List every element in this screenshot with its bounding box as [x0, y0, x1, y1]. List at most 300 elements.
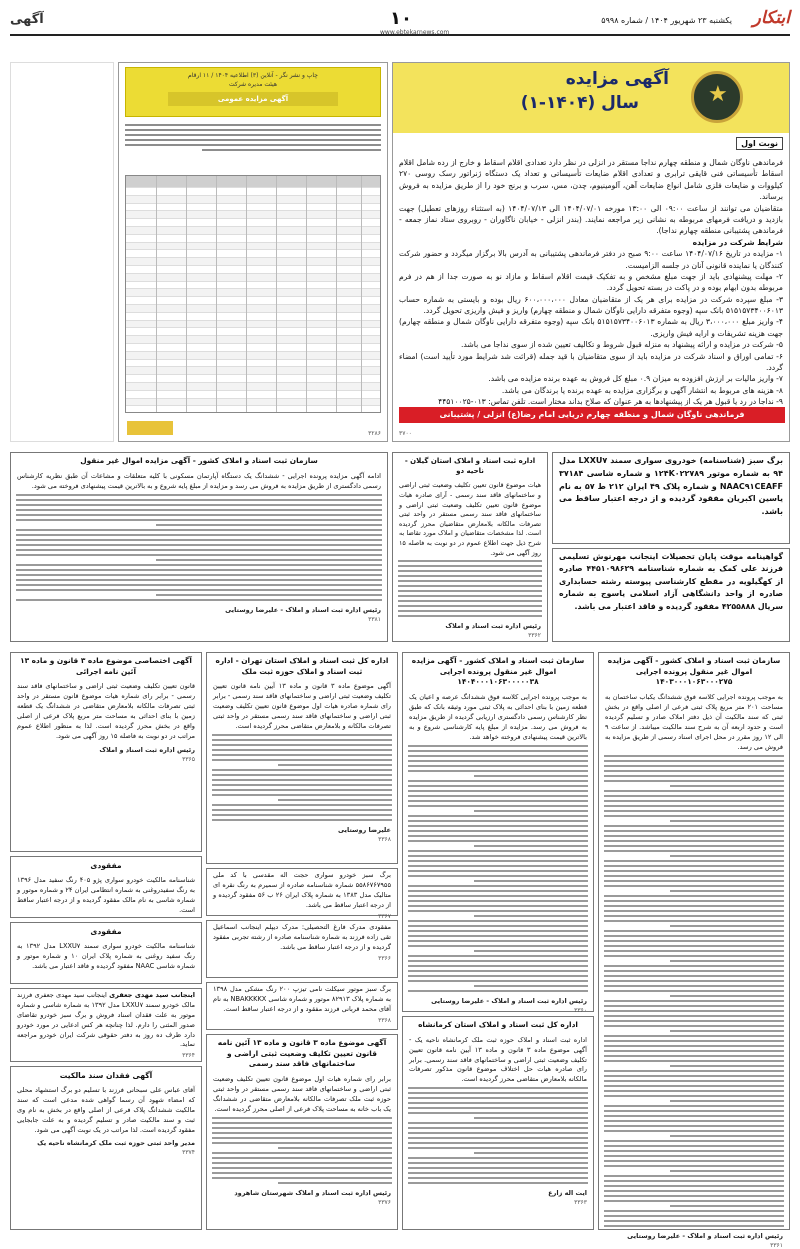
ad-text: ادامه آگهی مزایده پرونده اجرایی - ششدانگ یک دستگاه آپارتمان مسکونی با کلیه متعلقات و مشاعات آن طبق نظریه کارشناس رسمی دادگستری از طریق مزایده به فروش می رسد و مزایده از مبلغ پایه شروع و به بالاترین قیمت پیشنهادی فروخته می شود. — [17, 471, 381, 490]
table-column-divider — [156, 176, 157, 412]
table-row — [126, 344, 380, 352]
ad-signature: رئیس اداره ثبت اسناد و املاک — [445, 622, 541, 631]
text-line — [408, 1122, 588, 1124]
ad-signature: رئیس اداره ثبت اسناد و املاک — [99, 745, 195, 754]
text-line — [212, 779, 392, 781]
text-line — [604, 1115, 784, 1117]
table-row — [126, 204, 380, 212]
text-line — [604, 760, 784, 762]
text-line — [604, 1015, 784, 1017]
text-line — [408, 820, 588, 822]
ad-lost-2 — [10, 922, 202, 984]
page-number: ۱۰ — [390, 8, 412, 29]
ad-text: اداره ثبت اسناد و املاک حوزه ثبت ملک کرمانشاه ناحیه یک - آگهی موضوع ماده ۳ قانون و ماده ۱۳ آیین نامه قانون تعیین تکلیف وضعیت ثبتی اراضی و ساختمانهای فاقد سند رسمی. برابر رای صادره هیات حل اختلاف موضوع قانون مذکور تصرفات مالکانه بلامعارض متقاضی محرز گردیده است. — [409, 1035, 588, 1084]
text-line — [408, 890, 588, 892]
text-line — [604, 865, 784, 867]
ad-number: ۳۳۶۰ — [574, 1006, 587, 1014]
text-line — [212, 1142, 392, 1144]
text-line — [408, 805, 588, 807]
text-line — [670, 855, 784, 857]
text-line — [604, 805, 784, 807]
auction-conditions-title: شرایط شرکت در مزایده — [692, 237, 783, 247]
text-line — [604, 895, 784, 897]
issue-date: یکشنبه ۲۳ شهریور ۱۴۰۴ / شماره ۵۹۹۸ — [601, 16, 732, 25]
text-line — [408, 1112, 588, 1114]
text-line — [474, 985, 588, 987]
left-margin-blank — [10, 62, 114, 442]
text-line — [212, 1122, 392, 1124]
auction-title: آگهی مزایده — [565, 69, 669, 89]
auction-condition-8: ۸- هزینه های مربوط به انتشار آگهی و برگزاری مزایده به عهده برنده یا برندگان می باشد. — [501, 385, 783, 395]
table-row — [126, 399, 380, 407]
text-line — [670, 1135, 784, 1137]
text-line — [604, 1085, 784, 1087]
text-line — [408, 965, 588, 967]
text-line — [212, 1117, 392, 1119]
text-line — [604, 1105, 784, 1107]
publication-round-badge: نوبت اول — [736, 137, 783, 150]
table-row — [126, 274, 380, 282]
table-row — [126, 196, 380, 204]
text-line — [16, 589, 382, 591]
text-line — [156, 559, 382, 561]
text-line — [604, 790, 784, 792]
text-line — [156, 594, 382, 596]
text-line — [408, 760, 588, 762]
text-line — [16, 504, 382, 506]
table-row — [126, 321, 380, 329]
text-line — [278, 1182, 392, 1184]
text-line — [604, 860, 784, 862]
text-line — [408, 795, 588, 797]
table-column-divider — [306, 176, 307, 412]
auction-condition-4: ۴- واریز مبلغ ۳،۰۰۰،۰۰۰ ریال به شماره ۵۱۵۱۵۷۳۴۰۰۶۰۱۳ بانک سپه (وجوه متفرقه دارایی ناوگان شمال و منطقه چهارم) جهت هزینه تشریفات و ارایه فیش واریزی. — [399, 317, 783, 338]
auction-condition-3: ۳- مبلغ سپرده شرکت در مزایده برای هر یک از متقاضیان معادل ۶۰۰،۰۰۰،۰۰۰ ریال بوده و بایستی به شماره حساب ۵۱۵۱۵۷۳۴۰۰۶۰۱۳ بانک سپه (وجوه متفرقه دارایی ناوگان شمال و منطقه چهارم) واریز و فیش واریزی تحویل گردد. — [399, 294, 783, 316]
text-line — [16, 584, 382, 586]
auction-visit: متقاضیان می توانند از ساعت ۰۹:۰۰ الی ۱۳:۰۰ مورخه ۱۴۰۴/۰۷/۰۱ الی ۱۴۰۴/۰۷/۱۳ (به استثناء روزهای تعطیل) جهت بازدید و دریافت فرمهای مربوطه به نشانی زیر مراجعه نمایند. (بندر انزلی - خیابان ناگاوران - روبروی ستاد نماز جمعه - فرماندهی پشتیبانی منطقه چهارم نداجا). — [399, 203, 783, 236]
table-column-divider — [246, 176, 247, 412]
ad-auction-property-2 — [402, 652, 594, 1012]
text-line — [212, 1172, 392, 1174]
text-line — [408, 875, 588, 877]
text-line — [408, 825, 588, 827]
text-line — [604, 1185, 784, 1187]
text-line — [604, 840, 784, 842]
auction-condition-7: ۷- واریز مالیات بر ارزش افزوده به میزان ۰.۹ مبلغ کل فروش به عهده برنده مزایده می باشد. — [488, 374, 783, 384]
masthead — [10, 8, 790, 36]
text-line — [408, 1107, 588, 1109]
ad-number: ۳۳۷۴ — [182, 1149, 195, 1157]
text-line — [408, 1102, 588, 1104]
table-ad-intro — [125, 121, 381, 171]
text-line — [474, 880, 588, 882]
auction-body — [393, 155, 789, 405]
text-line — [604, 795, 784, 797]
text-line — [604, 870, 784, 872]
table-ad-line-1: چاپ و نشر نگر - آنلاین (۳) اطلاعیه ۱۴۰۴ / ۱۱ ارقام — [188, 72, 318, 79]
text-line — [604, 985, 784, 987]
items-table — [125, 175, 381, 413]
text-line — [408, 770, 588, 772]
ad-gilan-registry — [392, 452, 548, 642]
ad-text: گواهینامه موقت پایان تحصیلات اینجانب مهرنوش تسلیمی فرزند علی کمک به شماره شناسنامه ۴۴۵۱۰۹۸۶۲۹ صادره از کهگیلویه در مقطع کارشناسی پیوسته رشته حسابداری صادره از واحد دانشگاهی آزاد اسلامی یاسوج به شماره سریال ۴۲۵۵۸۸۸ مفقود گردیده و فاقد اعتبار می باشد. — [559, 552, 783, 611]
ad-text: به موجب پرونده اجرایی کلاسه فوق ششدانگ عرصه و اعیان یک قطعه زمین با بنای احداثی به پلاک ثبتی مورد وثیقه بانک که طبق نظر کارشناس رسمی دادگستری ارزیابی گردیده از طریق مزایده به فروش می رسد. مزایده از مبلغ پایه کارشناسی شروع و به بالاترین قیمت پیشنهادی فروخته خواهد شد. — [409, 693, 587, 741]
text-line — [212, 784, 392, 786]
text-line — [408, 850, 588, 852]
text-line — [408, 835, 588, 837]
table-row — [126, 360, 380, 368]
text-line — [408, 1132, 588, 1134]
table-row — [126, 188, 380, 196]
ad-signature: رئیس اداره ثبت اسناد و املاک - علیرضا روستایی — [225, 605, 381, 614]
text-line — [408, 990, 588, 992]
table-row — [126, 289, 380, 297]
ad-number: ۳۳۶۱ — [770, 1241, 783, 1249]
text-line — [16, 579, 382, 581]
text-line — [604, 755, 784, 757]
table-auction-ad — [118, 62, 388, 442]
text-line — [16, 529, 382, 531]
text-line — [604, 1175, 784, 1177]
text-line — [604, 1050, 784, 1052]
ad-jafari-car — [10, 988, 202, 1062]
ad-lost-green-card-1 — [206, 868, 398, 920]
text-line — [408, 1127, 588, 1129]
text-line — [212, 814, 392, 816]
auction-condition-6: ۶- تمامی اوراق و اسناد شرکت در مزایده باید از سوی متقاضیان با قید جمله (قرائت شد شرایط مورد تأیید است) امضاء گردد. — [399, 351, 783, 373]
table-column-divider — [216, 176, 217, 412]
text-line — [278, 799, 392, 801]
ad-text: هیات موضوع قانون تعیین تکلیف وضعیت ثبتی اراضی و ساختمانهای فاقد سند رسمی - آرای صادره هیات موضوع قانون تعیین تکلیف وضعیت ثبتی اراضی و ساختمانهای فاقد سند رسمی مستقر در واحد ثبتی تصرفات مالکانه بلامعارض متقاضیان محرز گردیده است. لذا مشخصات متقاضیان و املاک مورد تقاضا به شرح ذیل جهت اطلاع عموم در دو نوبت به فاصله ۱۵ روز آگهی می شود. — [399, 481, 541, 557]
text-line — [604, 1225, 784, 1227]
text-line — [604, 1130, 784, 1132]
text-line — [604, 800, 784, 802]
text-line — [604, 1125, 784, 1127]
ad-title: آگهی فقدان سند مالکیت — [59, 1071, 153, 1080]
table-ad-line-2: هیئت مدیره شرکت — [228, 81, 278, 88]
ad-signature: رئیس اداره ثبت اسناد و املاک - علیرضا روستایی — [627, 1231, 783, 1240]
table-row — [126, 266, 380, 274]
text-line — [604, 1080, 784, 1082]
text-line — [604, 815, 784, 817]
text-line — [604, 875, 784, 877]
text-line — [604, 970, 784, 972]
text-line — [604, 1155, 784, 1157]
table-row — [126, 211, 380, 219]
text-line — [408, 1172, 588, 1174]
text-line — [212, 744, 392, 746]
text-line — [212, 769, 392, 771]
table-header-row — [126, 176, 380, 188]
ad-text: آگهی موضوع ماده ۳ قانون و ماده ۱۳ آیین نامه قانون تعیین تکلیف وضعیت ثبتی اراضی و ساختمانهای فاقد سند رسمی - برابر رای شماره صادره هیات اول موضوع قانون تعیین تکلیف وضعیت ثبتی اراضی و ساختمانهای فاقد سند رسمی مستقر در واحد ثبتی تصرفات مالکانه و بلامعارض متقاضی محرز گردیده است. — [213, 682, 392, 731]
text-line — [604, 900, 784, 902]
text-line — [408, 885, 588, 887]
text-line — [604, 1075, 784, 1077]
text-line — [604, 770, 784, 772]
ad-text: شناسنامه مالکیت خودرو سواری سمند LXXU۷ مدل ۱۳۹۲ به رنگ سفید روغنی به شماره پلاک ایران ۱۰ و شماره موتور و شماره شاسی NAAC مفقود گردیده و فاقد اعتبار می باشد. — [17, 942, 196, 970]
text-line — [408, 855, 588, 857]
text-line — [16, 514, 382, 516]
text-line — [670, 820, 784, 822]
text-line — [212, 754, 392, 756]
ad-number: ۳۳۶۷ — [378, 912, 391, 920]
text-line — [604, 945, 784, 947]
text-line — [16, 494, 382, 496]
text-line — [408, 860, 588, 862]
text-line — [408, 790, 588, 792]
text-line — [408, 870, 588, 872]
text-line — [212, 759, 392, 761]
ad-lost-1 — [10, 856, 202, 918]
text-line — [212, 1157, 392, 1159]
text-line — [408, 1182, 588, 1184]
table-row — [126, 305, 380, 313]
text-line — [408, 1087, 588, 1089]
text-line — [212, 1137, 392, 1139]
table-column-divider — [276, 176, 277, 412]
text-line — [16, 574, 382, 576]
ad-title: اداره کل ثبت اسناد و املاک استان تهران - اداره ثبت اسناد و املاک حوزه ثبت ملک — [215, 656, 389, 676]
text-line — [16, 554, 382, 556]
ad-text: قانون تعیین تکلیف وضعیت ثبتی اراضی و ساختمانهای فاقد سند رسمی - برابر رای شماره هیات موضوع قانون مستقر در واحد ثبتی تصرفات مالکانه بلامعارض متقاضی در ششدانگ یک قطعه زمین با بنای احداثی به مساحت متر مربع پلاک فرعی از اصلی واقع در بخش محرز گردیده است. لذا به منظور اطلاع عموم مراتب در دو نوبت به فاصله ۱۵ روز آگهی می شود. — [17, 682, 195, 740]
text-line — [604, 1055, 784, 1057]
text-line — [408, 905, 588, 907]
text-line — [212, 1177, 392, 1179]
ad-lost-certificate — [552, 548, 790, 642]
ad-tehran-registry — [206, 652, 398, 864]
ad-signature: مدیر واحد ثبتی حوزه ثبت ملک کرمانشاه ناحیه یک — [37, 1139, 195, 1148]
text-line — [604, 1120, 784, 1122]
ad-signature: رئیس اداره ثبت اسناد و املاک شهرستان شاهرود — [234, 1188, 391, 1197]
text-line — [212, 1162, 392, 1164]
text-line — [408, 1137, 588, 1139]
text-line — [212, 1127, 392, 1129]
text-line — [408, 930, 588, 932]
text-line — [408, 765, 588, 767]
text-line — [408, 1167, 588, 1169]
text-line — [670, 1030, 784, 1032]
table-row — [126, 328, 380, 336]
ad-number: ۳۳۶۲ — [528, 632, 541, 640]
table-ad-title: آگهی مزایده عمومی — [168, 92, 338, 106]
auction-condition-2: ۲- مهلت پیشنهادی باید از جهت مبلغ مشخص و به تفکیک قیمت اقلام اسقاط و مازاد نو به صورت جدا از هم در فرم مربوطه بدون ابهام بوده و در پاکت در بسته تحویل گردد. — [399, 271, 783, 293]
text-line — [408, 970, 588, 972]
ad-shahroud-registry — [206, 1034, 398, 1230]
text-line — [604, 935, 784, 937]
text-line — [604, 975, 784, 977]
text-line — [212, 739, 392, 741]
text-line — [604, 810, 784, 812]
text-line — [604, 1180, 784, 1182]
ad-title: اینجانب سید مهدی جعفری — [109, 991, 195, 999]
text-line — [604, 905, 784, 907]
text-line — [408, 900, 588, 902]
text-line — [604, 1010, 784, 1012]
text-line — [604, 910, 784, 912]
text-line — [604, 980, 784, 982]
text-line — [16, 569, 382, 571]
text-line — [474, 915, 588, 917]
ad-lost-title-deed — [10, 1066, 202, 1230]
ad-lost-motorcycle-card — [206, 982, 398, 1030]
text-line — [604, 990, 784, 992]
text-line — [604, 1110, 784, 1112]
ad-text: آقای عباس علی سبحانی فرزند با تسلیم دو برگ استشهاد محلی که امضاء شهود آن رسما گواهی شده مدعی است که سند مالکیت ششدانگ پلاک فرعی از اصلی واقع در بخش به نام وی ثبت و سند مالکیت صادر و تسلیم گردیده و به علت جابجایی مفقود گردیده است. لذا مراتب در یک نوبت آگهی می شود. — [17, 1086, 195, 1134]
text-line — [212, 1167, 392, 1169]
ad-text: برگ سبز (شناسنامه) خودروی سواری سمند LXXU۷ مدل ۹۴ به شماره موتور ۱۲۴K۰۲۲۷۸۹ و شماره شاسی ۳۷۱۸۴ NAAC۹۱CEAFF و شماره پلاک ۴۹ ایران ۲۱۲ ط ۵۷ به نام یاسین اکبریان مفقود گردیده و از درجه اعتبار ساقط می باشد. — [559, 456, 783, 517]
table-row — [126, 313, 380, 321]
text-line — [604, 950, 784, 952]
text-line — [670, 785, 784, 787]
ad-lost-diploma — [206, 920, 398, 978]
text-line — [474, 810, 588, 812]
text-line — [604, 775, 784, 777]
auction-condition-9: ۹- نداجا در رد یا قبول هر یک از پیشنهادها به هر عنوان که صلاح بداند مختار است. تلفن تماس: ۰۱۳-۴۴۵۱۰۰۲۵ — [438, 397, 783, 407]
text-line — [604, 1210, 784, 1212]
text-line — [408, 935, 588, 937]
table-row — [126, 352, 380, 360]
ad-title: سازمان ثبت اسناد و املاک کشور - آگهی مزایده اموال غیر منقول پرونده اجرایی ۱۴۰۳۰۰۰۱۰۶۳۰۰۰۲۷۵ — [607, 656, 781, 687]
text-line — [604, 850, 784, 852]
text-line — [408, 865, 588, 867]
text-line — [604, 1195, 784, 1197]
text-line — [604, 1045, 784, 1047]
ad-number: ۳۳۶۸ — [378, 1016, 391, 1024]
text-line — [212, 794, 392, 796]
ad-signature: علیرضا روستایی — [337, 825, 391, 834]
auction-intro: فرماندهی ناوگان شمال و منطقه چهارم نداجا مستقر در انزلی در نظر دارد تعدادی اقلام اسقاط و خارج از رده شامل اقلام اسقاط تأسیساتی فنی قایقی ترابری و تعدادی اقلام ضایعات تأسیساتی و تعداد یک دستگاه ژنراتور رسک روسی ۲۷۰ کیلووات و ضایعات فلزی شامل انواع ضایعات آهن، آلومینیوم، چدن، مس، سرب و برنج خود را از طریق مزایده به فروش برساند. — [399, 158, 783, 202]
text-line — [604, 1070, 784, 1072]
ad-kermanshah-registry — [402, 1016, 594, 1230]
auction-year: سال (۱۴۰۴-۱) — [520, 93, 639, 113]
text-line — [604, 1145, 784, 1147]
text-line — [604, 965, 784, 967]
ad-number: ۳۳۷۶ — [378, 1198, 391, 1206]
text-line — [212, 734, 392, 736]
text-line — [408, 1142, 588, 1144]
text-line — [604, 1150, 784, 1152]
text-line — [212, 804, 392, 806]
text-line — [604, 1215, 784, 1217]
text-line — [408, 800, 588, 802]
text-line — [604, 825, 784, 827]
text-line — [604, 1000, 784, 1002]
table-column-divider — [336, 176, 337, 412]
text-line — [604, 1005, 784, 1007]
text-line — [408, 960, 588, 962]
text-line — [604, 1095, 784, 1097]
table-row — [126, 235, 380, 243]
auction-footer: فرماندهی ناوگان شمال و منطقه چهارم دریایی امام رضا(ع) انزلی / پشتیبانی — [399, 407, 785, 423]
ad-number: ۳۳۶۴ — [182, 1052, 195, 1060]
text-line — [408, 1097, 588, 1099]
ad-title: سازمان ثبت اسناد و املاک کشور - آگهی مزایده اموال غیر منقول — [80, 456, 318, 465]
table-row — [126, 282, 380, 290]
text-line — [604, 780, 784, 782]
text-line — [604, 1090, 784, 1092]
text-line — [670, 995, 784, 997]
text-line — [408, 925, 588, 927]
text-line — [408, 840, 588, 842]
text-line — [604, 830, 784, 832]
ad-text: به موجب پرونده اجرایی کلاسه فوق ششدانگ یکباب ساختمان به مساحت ۲۰۱ متر مربع پلاک ثبتی فرعی از اصلی واقع در بخش ثبتی که سند مالکیت آن ذیل دفتر املاک صادر و تسلیم گردیده است و حدود اربعه آن به شرح سند مالکیت میباشد. از ساعت ۹ الی ۱۲ روز مقرر در محل اجرای اسناد رسمی از طریق مزایده به فروش می رسد. — [605, 693, 783, 751]
ad-number: ۳۳۶۸ — [378, 835, 391, 843]
text-line — [604, 1025, 784, 1027]
table-ad-banner — [125, 67, 381, 117]
ad-signature: ایت اله زارع — [548, 1189, 587, 1198]
auction-condition-5: ۵- شرکت در مزایده و ارائه پیشنهاد به منزله قبول شروط و تکالیف تعیین شده از سوی نداجا می باشد. — [461, 340, 783, 350]
text-line — [212, 809, 392, 811]
text-line — [278, 1147, 392, 1149]
text-line — [408, 910, 588, 912]
text-line — [408, 755, 588, 757]
text-line — [16, 544, 382, 546]
table-row — [126, 336, 380, 344]
table-row — [126, 297, 380, 305]
text-line — [604, 885, 784, 887]
website-url[interactable]: www.ebtekarnews.com — [380, 29, 450, 36]
text-line — [212, 1132, 392, 1134]
text-line — [604, 1035, 784, 1037]
ad-number: ۳۳۸۱ — [368, 615, 381, 623]
text-line — [408, 945, 588, 947]
newspaper-logo: ابتکار — [752, 8, 790, 28]
text-line — [408, 1147, 588, 1149]
ad-title: سازمان ثبت اسناد و املاک کشور - آگهی مزایده اموال غیر منقول پرونده اجرایی ۱۴۰۴۰۰۰۱۰۶۳۰۰۰۰۰۳۸ — [411, 656, 585, 687]
table-row — [126, 375, 380, 383]
text-line — [604, 880, 784, 882]
text-line — [408, 940, 588, 942]
text-line — [604, 955, 784, 957]
ad-text: مفقودی مدرک فارغ التحصیلی: مدرک دیپلم اینجانب اسماعیل تقی زاده فرزند به شماره شناسنامه صادره از رشته تجربی مفقود گردیده و از درجه اعتبار ساقط می باشد. — [213, 923, 391, 951]
text-line — [408, 1157, 588, 1159]
auction-ad — [392, 62, 790, 442]
text-line — [212, 819, 392, 821]
text-line — [670, 890, 784, 892]
table-row — [126, 219, 380, 227]
ad-body: اینجانب سید مهدی جعفری فرزند مالک خودرو سمند LXXU۷ مدل ۱۳۹۲ به شماره شاسی و شماره موتور به علت فقدان اسناد فروش و برگ سبز خودرو تقاضای صدور المثنی را دارم. لذا چنانچه هر کس ادعایی در مورد خودرو دارد ظرف ده روز به دفتر حقوقی شرکت ایران خودرو مراجعه نماید. — [17, 991, 195, 1049]
ad-text: برگ سبز خودرو سواری حجت اله مقدسی با کد ملی ۵۵۸۶۷۶۷۹۵۵ شماره شناسنامه صادره از سمیرم به رنگ نقره ای متالیک مدل ۱۳۸۳ به شماره پلاک ایران ۲۶ ب ۵۶ مفقود گردیده و از درجه اعتبار ساقط می باشد. — [213, 871, 391, 909]
text-line — [604, 1140, 784, 1142]
text-line — [408, 920, 588, 922]
text-line — [604, 835, 784, 837]
ad-exclusive-article-3 — [10, 652, 202, 852]
text-line — [670, 960, 784, 962]
ad-number: ۳۳۶۵ — [182, 755, 195, 763]
text-line — [604, 1200, 784, 1202]
text-line — [604, 915, 784, 917]
text-line — [408, 1177, 588, 1179]
ad-title: مفقودی — [90, 861, 122, 870]
auction-condition-1: ۱- مزایده در تاریخ ۱۴۰۴/۰۷/۱۶ ساعت ۹:۰۰ صبح در دفتر فرماندهی پشتیبانی به آدرس بالا برگزار میگردد و حضور شرکت کنندگان یا نماینده قانونی آنان در جلسه الزامیست. — [399, 249, 784, 270]
text-line — [408, 980, 588, 982]
text-line — [16, 599, 382, 601]
text-line — [670, 1205, 784, 1207]
table-column-divider — [186, 176, 187, 412]
ad-number: ۳۳۶۶ — [378, 954, 391, 962]
text-line — [604, 920, 784, 922]
ad-title: اداره کل ثبت اسناد و املاک استان کرمانشاه — [418, 1020, 578, 1029]
text-line — [408, 975, 588, 977]
text-line — [408, 830, 588, 832]
text-line — [408, 1162, 588, 1164]
text-line — [212, 774, 392, 776]
text-line — [474, 845, 588, 847]
ad-title: آگهی اختصاصی موضوع ماده ۳ قانون و ماده ۱۳ آئین نامه اجرائی — [20, 656, 192, 676]
text-line — [474, 775, 588, 777]
text-line — [16, 499, 382, 501]
table-row — [126, 258, 380, 266]
